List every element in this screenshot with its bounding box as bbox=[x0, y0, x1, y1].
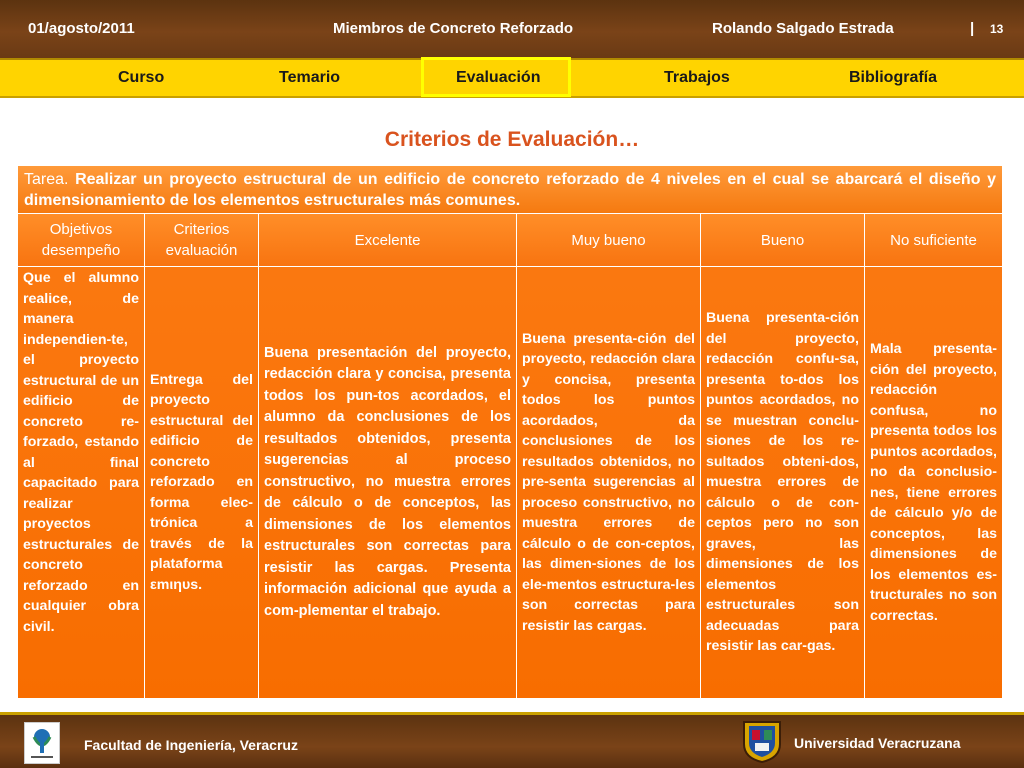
cell-bueno-text: Buena presenta-ción del proyecto, redacción confu-sa, presenta to-dos los puntos acordados, no se muestran conclu-siones de los re-sultados obteni-dos, muestra errores de cálculo o de con-ceptos pero no son graves, las dimensiones de los elementos estructurales son adecuadas para resistir las car-gas. bbox=[706, 310, 859, 655]
cell-excelente bbox=[259, 266, 517, 698]
uv-logo-icon bbox=[24, 722, 60, 764]
nav-item-curso[interactable]: Curso bbox=[118, 69, 165, 86]
cell-muy-bueno bbox=[517, 266, 701, 698]
nav-item-temario[interactable]: Temario bbox=[279, 69, 341, 86]
column-header-bueno: Bueno bbox=[701, 214, 865, 266]
footer-bar bbox=[0, 715, 1024, 768]
task-label: Tarea. bbox=[24, 171, 69, 188]
nav-item-trabajos[interactable]: Trabajos bbox=[664, 69, 730, 86]
nav-item-evaluacion[interactable]: Evaluación bbox=[456, 69, 541, 86]
cell-objetivos bbox=[18, 266, 145, 698]
cell-criterios-text: Entrega del proyecto estructural del edificio de concreto reforzado en forma elec-trónica a través de la plataforma εmιηυs. bbox=[150, 371, 253, 593]
cell-criterios bbox=[145, 266, 259, 698]
column-header-objetivos: Objetivos desempeño bbox=[18, 214, 145, 266]
cell-muy-bueno-text: Buena presenta-ción del proyecto, redacción clara y concisa, presenta todos los puntos acordados, da conclusiones de los resultados obtenidos, no pre-senta sugerencias al proceso constructivo, no muestra errores de cálculo o de con-ceptos, las dimen-siones de los ele-mentos estructura-les son correctas para resistir las cargas. bbox=[522, 330, 695, 634]
header-date: 01/agosto/2011 bbox=[28, 20, 135, 37]
top-header-bar bbox=[0, 0, 1024, 58]
cell-bueno bbox=[701, 266, 865, 698]
task-text: Realizar un proyecto estructural de un edificio de concreto reforzado de 4 niveles en el cual se abarcará el diseño y dimensionamiento de los elementos estructurales más comunes. bbox=[24, 171, 996, 209]
header-course: Miembros de Concreto Reforzado bbox=[333, 20, 574, 37]
column-header-no-suficiente: No suficiente bbox=[865, 214, 1002, 266]
cell-excelente-text: Buena presentación del proyecto, redacción clara y concisa, presenta todos los pun-tos acordados, el alumno da conclusiones de los resultados obtenidos, presenta sugerencias al proceso constructivo, no muestra errores de cálculo o de conceptos, las dimensiones de los elementos estructurales son correctas para resistir las cargas. Presenta información adicional que ayuda a com-plementar el trabajo. bbox=[264, 344, 511, 619]
slide-number: 13 bbox=[990, 22, 1004, 36]
page-title: Criterios de Evaluación… bbox=[384, 128, 640, 151]
evaluation-table bbox=[18, 166, 1002, 698]
header-separator: | bbox=[970, 20, 975, 37]
task-description bbox=[18, 166, 1002, 214]
nav-item-bibliografia[interactable]: Bibliografía bbox=[849, 69, 938, 86]
cell-no-suficiente bbox=[865, 266, 1002, 698]
column-header-excelente: Excelente bbox=[259, 214, 517, 266]
nav-selected-indicator bbox=[421, 57, 571, 97]
column-header-muy-bueno: Muy bueno bbox=[517, 214, 701, 266]
footer-faculty: Facultad de Ingeniería, Veracruz bbox=[84, 737, 298, 753]
seal-icon bbox=[740, 718, 784, 764]
cell-no-suficiente-text: Mala presenta-ción del proyecto, redacción confusa, no presenta todos los puntos acordados, no da conclusio-nes, tiene errores de cálculo y/o de conceptos, las dimensiones de los elementos es-tructurales no son correctas. bbox=[870, 341, 997, 624]
column-header-criterios: Criterios evaluación bbox=[145, 214, 259, 266]
header-author: Rolando Salgado Estrada bbox=[712, 20, 894, 37]
cell-objetivos-text: Que el alumno realice, de manera independien-te, el proyecto estructural de un edificio de concreto re-forzado, estando al final capacitado para realizar proyectos estructurales de concreto reforzado en cualquier obra civil. bbox=[23, 270, 139, 635]
footer-university: Universidad Veracruzana bbox=[794, 735, 961, 751]
